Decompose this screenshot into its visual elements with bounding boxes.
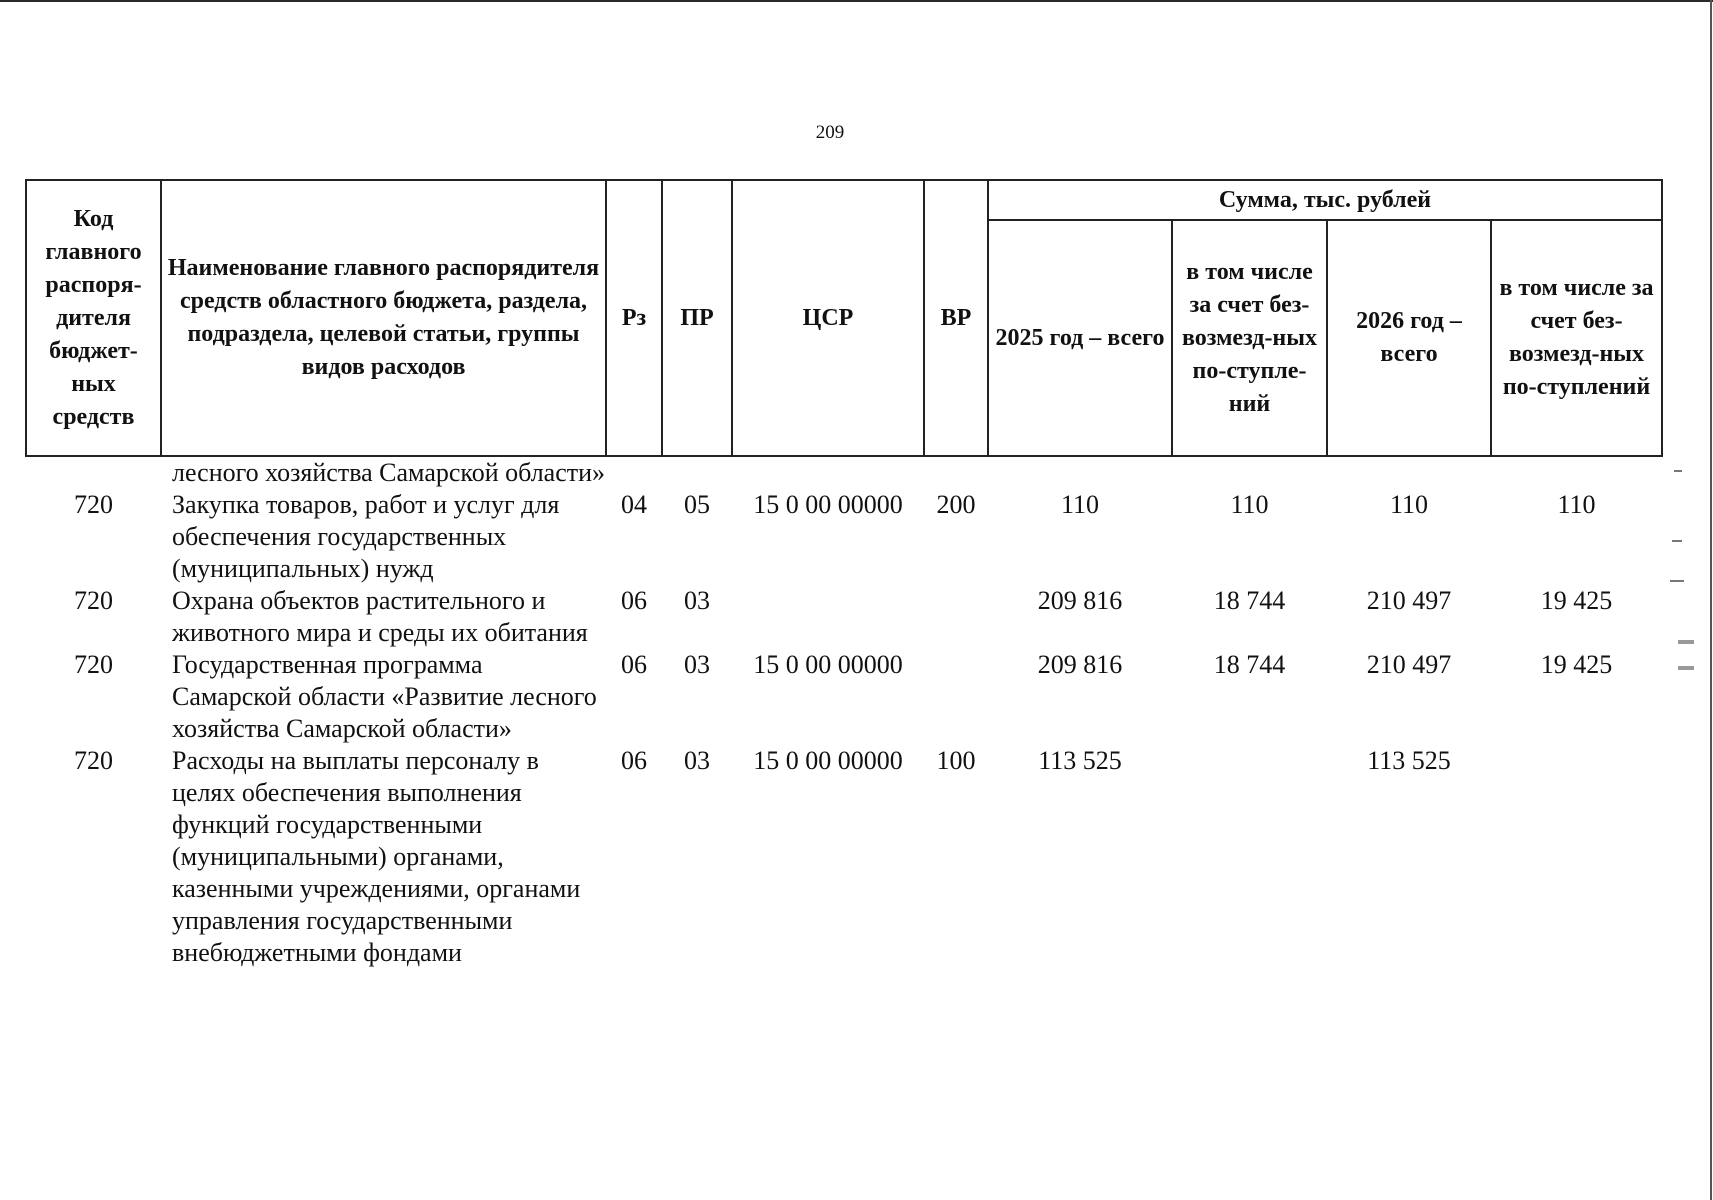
cell-2026-total: 110 bbox=[1389, 490, 1429, 519]
table-row bbox=[26, 649, 1662, 745]
scan-speck bbox=[1678, 666, 1694, 670]
cell-vr: 200 bbox=[936, 490, 976, 519]
header-2026-free: в том числе за счет без-возмезд-ных по-ступлений bbox=[1491, 220, 1662, 456]
cell-vr bbox=[924, 585, 988, 649]
table-header bbox=[26, 180, 1662, 456]
cell-pr: 05 bbox=[684, 490, 710, 519]
cell-2026-free: 19 425 bbox=[1540, 586, 1613, 615]
cell-2026-free bbox=[1491, 456, 1662, 489]
cell-code: 720 bbox=[74, 746, 113, 775]
cell-pr bbox=[662, 456, 732, 489]
cell-rz: 06 bbox=[621, 650, 647, 679]
scan-speck bbox=[1670, 580, 1684, 582]
table-row bbox=[26, 585, 1662, 649]
header-code: Код главного распоря-дителя бюджет-ных средств bbox=[26, 180, 161, 456]
header-2026-total: 2026 год – всего bbox=[1327, 220, 1491, 456]
continuation-row bbox=[26, 456, 1662, 489]
cell-name: лесного хозяйства Самарской области» bbox=[172, 458, 606, 487]
cell-2026-total bbox=[1327, 456, 1491, 489]
cell-2025-total: 209 816 bbox=[1037, 586, 1123, 615]
header-csr: ЦСР bbox=[732, 180, 924, 456]
header-2025-free: в том числе за счет без-возмезд-ных по-ступле-ний bbox=[1172, 220, 1327, 456]
header-sum-group: Сумма, тыс. рублей bbox=[988, 180, 1662, 220]
cell-pr: 03 bbox=[684, 746, 710, 775]
cell-name: Закупка товаров, работ и услуг для обеспечения государственных (муниципальных) нужд bbox=[172, 490, 560, 583]
scan-speck bbox=[1672, 540, 1682, 542]
cell-2026-free: 19 425 bbox=[1540, 650, 1613, 679]
cell-2026-free bbox=[1491, 745, 1662, 969]
scan-speck bbox=[1678, 640, 1694, 644]
cell-csr: 15 0 00 00000 bbox=[753, 650, 903, 679]
cell-2025-free: 110 bbox=[1230, 490, 1269, 519]
cell-2025-free bbox=[1172, 745, 1327, 969]
cell-rz: 04 bbox=[621, 490, 647, 519]
cell-csr bbox=[732, 585, 924, 649]
cell-2026-total: 210 497 bbox=[1366, 586, 1452, 615]
top-scan-edge bbox=[0, 0, 1713, 2]
cell-name: Расходы на выплаты персоналу в целях обеспечения выполнения функций государственными (муниципальными) органами, казенными учреждениями, органами управления государственными внебюджетными фондами bbox=[172, 746, 581, 967]
header-row-1 bbox=[26, 180, 1662, 220]
cell-2026-free: 110 bbox=[1557, 490, 1596, 519]
cell-2025-free: 18 744 bbox=[1213, 650, 1286, 679]
cell-2025-total bbox=[988, 456, 1172, 489]
header-rz: Рз bbox=[606, 180, 662, 456]
cell-code: 720 bbox=[74, 650, 113, 679]
cell-vr bbox=[924, 456, 988, 489]
header-vr: ВР bbox=[924, 180, 988, 456]
cell-2025-total: 209 816 bbox=[1037, 650, 1123, 679]
cell-vr bbox=[924, 649, 988, 745]
scan-margin-marks bbox=[1668, 470, 1708, 870]
header-name: Наименование главного распорядителя средств областного бюджета, раздела, подраздела, целевой статьи, группы видов расходов bbox=[161, 180, 606, 456]
cell-rz bbox=[606, 456, 662, 489]
cell-pr: 03 bbox=[684, 650, 710, 679]
table-body bbox=[26, 456, 1662, 969]
budget-table bbox=[25, 179, 1663, 969]
table-row bbox=[26, 745, 1662, 969]
cell-pr: 03 bbox=[684, 586, 710, 615]
cell-csr bbox=[732, 456, 924, 489]
cell-name: Государственная программа Самарской области «Развитие лесного хозяйства Самарской области» bbox=[172, 650, 597, 743]
header-pr: ПР bbox=[662, 180, 732, 456]
cell-2025-free: 18 744 bbox=[1213, 586, 1286, 615]
cell-vr: 100 bbox=[936, 746, 976, 775]
cell-2026-total: 210 497 bbox=[1366, 650, 1452, 679]
cell-csr: 15 0 00 00000 bbox=[753, 490, 903, 519]
cell-2025-total: 113 525 bbox=[1038, 746, 1122, 775]
table-row bbox=[26, 489, 1662, 585]
cell-rz: 06 bbox=[621, 746, 647, 775]
cell-code: 720 bbox=[74, 586, 113, 615]
cell-name: Охрана объектов растительного и животного мира и среды их обитания bbox=[172, 586, 588, 647]
cell-code: 720 bbox=[74, 490, 113, 519]
cell-2025-total: 110 bbox=[1060, 490, 1100, 519]
cell-2025-free bbox=[1172, 456, 1327, 489]
cell-code bbox=[26, 456, 161, 489]
scan-speck bbox=[1674, 470, 1682, 472]
budget-table-container bbox=[25, 179, 1661, 969]
cell-rz: 06 bbox=[621, 586, 647, 615]
page-number: 209 bbox=[815, 122, 845, 143]
right-scan-edge bbox=[1710, 0, 1712, 1200]
header-2025-total: 2025 год – всего bbox=[988, 220, 1172, 456]
cell-2026-total: 113 525 bbox=[1367, 746, 1451, 775]
cell-csr: 15 0 00 00000 bbox=[753, 746, 903, 775]
